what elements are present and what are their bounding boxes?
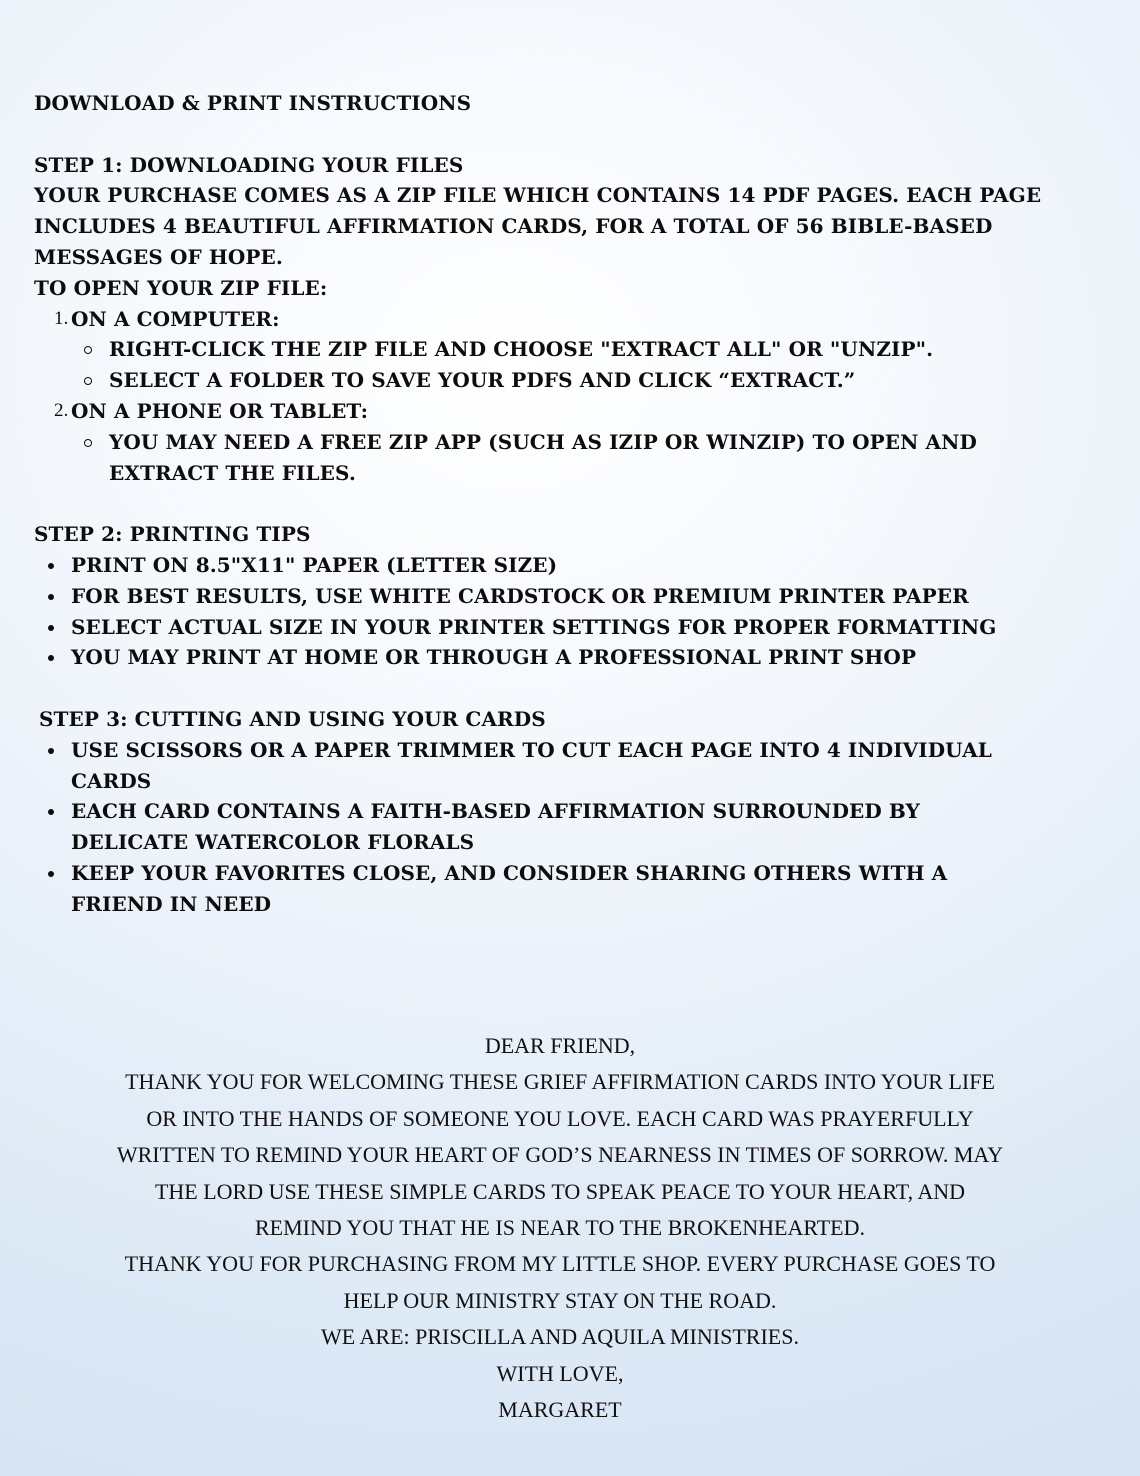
list-item <box>34 796 951 858</box>
list-item-text: PRINT ON 8.5"X11" PAPER (LETTER SIZE) <box>71 552 558 577</box>
step2-title: STEP 2: PRINTING TIPS <box>34 522 311 547</box>
letter-line: THE LORD USE THESE SIMPLE CARDS TO SPEAK PEACE TO YOUR HEART, AND <box>154 1178 966 1204</box>
thank-you-letter <box>50 1028 1070 1428</box>
sub-item-text: SELECT A FOLDER TO SAVE YOUR PDFS AND CLICK “EXTRACT.” <box>109 368 856 393</box>
step1-title: STEP 1: DOWNLOADING YOUR FILES <box>34 152 464 177</box>
letter-line: WE ARE: PRISCILLA AND AQUILA MINISTRIES. <box>321 1324 799 1350</box>
step1-intro-line: MESSAGES OF HOPE. <box>34 244 283 269</box>
bullet-icon <box>48 809 54 815</box>
bullet-icon <box>48 594 54 600</box>
letter-line: OR INTO THE HANDS OF SOMEONE YOU LOVE. EACH CARD WAS PRAYERFULLY <box>146 1105 974 1131</box>
list-item <box>34 735 1001 797</box>
instructions-section <box>34 88 1042 920</box>
numbered-item-computer <box>34 304 1034 335</box>
item-label: ON A COMPUTER: <box>71 306 280 331</box>
sub-item <box>34 334 1034 365</box>
item-number: 2. <box>54 399 69 421</box>
circle-bullet-icon <box>84 377 92 385</box>
list-item <box>34 642 1034 673</box>
item-label: ON A PHONE OR TABLET: <box>71 398 369 423</box>
bullet-icon <box>48 655 54 661</box>
sub-item-text: YOU MAY NEED A FREE ZIP APP (SUCH AS IZIP OR WINZIP) TO OPEN AND EXTRACT THE FILES. <box>109 429 977 485</box>
letter-greeting: DEAR FRIEND, <box>484 1033 636 1058</box>
list-item <box>34 550 1034 581</box>
list-item-text: YOU MAY PRINT AT HOME OR THROUGH A PROFESSIONAL PRINT SHOP <box>71 645 917 670</box>
bullet-icon <box>48 625 54 631</box>
letter-signature: MARGARET <box>498 1397 622 1423</box>
list-item-text: SELECT ACTUAL SIZE IN YOUR PRINTER SETTINGS FOR PROPER FORMATTING <box>71 614 997 639</box>
list-item-text: USE SCISSORS OR A PAPER TRIMMER TO CUT EACH PAGE INTO 4 INDIVIDUAL CARDS <box>71 737 992 793</box>
bullet-icon <box>48 748 54 754</box>
circle-bullet-icon <box>84 439 92 447</box>
circle-bullet-icon <box>84 346 92 354</box>
letter-closing: WITH LOVE, <box>496 1360 624 1386</box>
letter-line: THANK YOU FOR WELCOMING THESE GRIEF AFFIRMATION CARDS INTO YOUR LIFE <box>125 1069 995 1095</box>
list-item-text: EACH CARD CONTAINS A FAITH-BASED AFFIRMATION SURROUNDED BY DELICATE WATERCOLOR FLORALS <box>71 799 920 855</box>
letter-line: WRITTEN TO REMIND YOUR HEART OF GOD’S NEARNESS IN TIMES OF SORROW. MAY <box>116 1142 1004 1168</box>
bullet-icon <box>48 871 54 877</box>
step1-intro-line: INCLUDES 4 BEAUTIFUL AFFIRMATION CARDS, FOR A TOTAL OF 56 BIBLE-BASED <box>34 214 993 239</box>
bullet-icon <box>48 563 54 569</box>
list-item <box>34 612 1034 643</box>
letter-line: REMIND YOU THAT HE IS NEAR TO THE BROKENHEARTED. <box>255 1215 865 1241</box>
instructions-title: DOWNLOAD & PRINT INSTRUCTIONS <box>34 91 472 115</box>
letter-line: THANK YOU FOR PURCHASING FROM MY LITTLE SHOP. EVERY PURCHASE GOES TO <box>124 1251 996 1277</box>
list-item <box>34 581 1034 612</box>
list-item-text: FOR BEST RESULTS, USE WHITE CARDSTOCK OR PREMIUM PRINTER PAPER <box>71 583 969 608</box>
open-zip-label: TO OPEN YOUR ZIP FILE: <box>34 275 328 300</box>
list-item <box>34 858 971 920</box>
item-number: 1. <box>54 307 69 329</box>
numbered-item-phone <box>34 396 1034 427</box>
sub-item <box>34 365 1034 396</box>
sub-item <box>34 427 989 489</box>
step3-title: STEP 3: CUTTING AND USING YOUR CARDS <box>39 706 546 731</box>
list-item-text: KEEP YOUR FAVORITES CLOSE, AND CONSIDER SHARING OTHERS WITH A FRIEND IN NEED <box>71 860 948 916</box>
sub-item-text: RIGHT-CLICK THE ZIP FILE AND CHOOSE "EXTRACT ALL" OR "UNZIP". <box>109 337 934 362</box>
step1-intro-line: YOUR PURCHASE COMES AS A ZIP FILE WHICH CONTAINS 14 PDF PAGES. EACH PAGE <box>34 183 1042 208</box>
letter-line: HELP OUR MINISTRY STAY ON THE ROAD. <box>343 1287 777 1313</box>
